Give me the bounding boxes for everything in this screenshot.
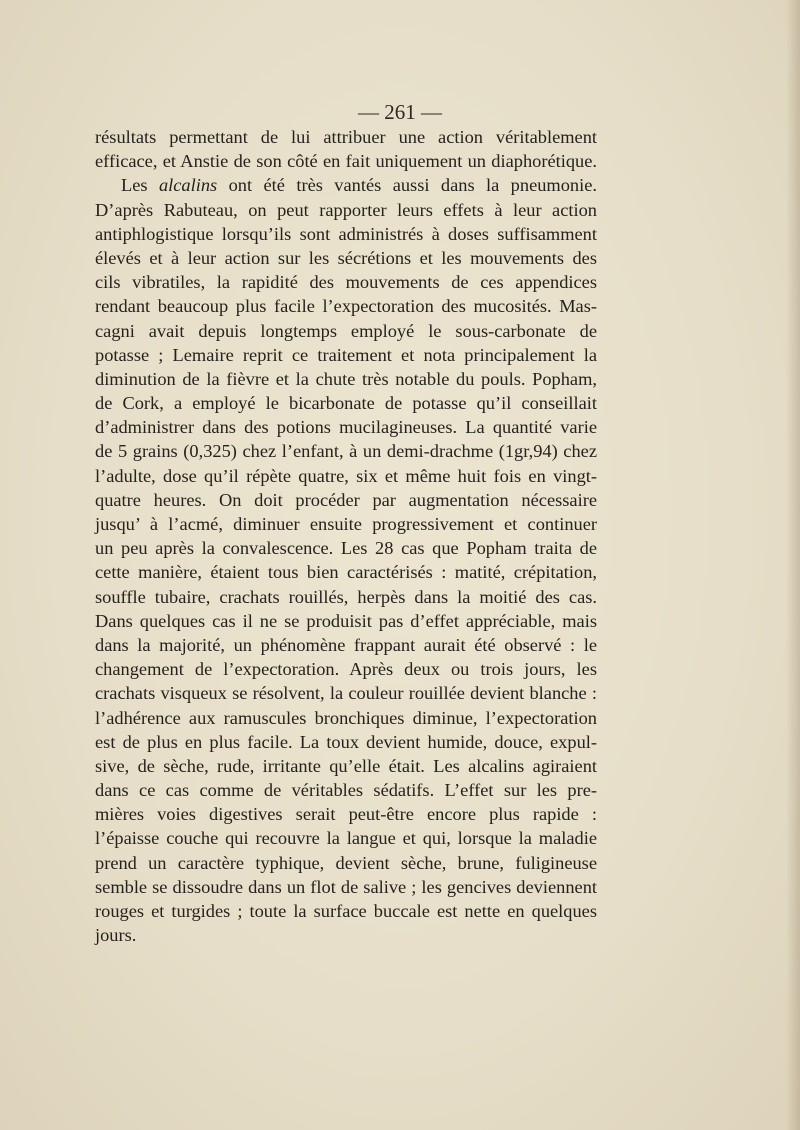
text-line: antiphlogistique lorsqu’ils sont administrés à doses suffisamment <box>95 223 597 244</box>
text-line: souffle tubaire, crachats rouillés, herpès dans la moitié des cas. <box>95 586 597 607</box>
italic-term: alcalins <box>158 175 218 196</box>
text-line: mières voies digestives serait peut-être encore plus rapide : <box>95 804 597 825</box>
text-line: D’après Rabuteau, on peut rapporter leurs effets à leur action <box>95 199 597 220</box>
text-line: élevés et à leur action sur les sécrétions et les mouvements des <box>95 247 597 268</box>
text-line: crachats visqueux se résolvent, la couleur rouillée devient blanche : <box>95 683 597 704</box>
text-line: cette manière, étaient tous bien caractérisés : matité, crépitation, <box>95 562 597 583</box>
text-line: de Cork, a employé le bicarbonate de potasse qu’il conseillait <box>95 393 597 414</box>
text-line <box>95 173 597 197</box>
text-line: résultats permettant de lui attribuer une action véritablement <box>95 127 597 147</box>
page-edge-shadow <box>786 0 800 1130</box>
text-line: de 5 grains (0,325) chez l’enfant, à un demi-drachme (1gr,94) chez <box>95 441 597 462</box>
text-line: d’administrer dans des potions mucilagineuses. La quantité varie <box>95 417 597 438</box>
text-line-rest: ont été très vantés aussi dans la pneumonie. <box>217 175 597 196</box>
text-line: diminution de la fièvre et la chute très notable du pouls. Popham, <box>95 368 597 389</box>
text-line: l’adulte, dose qu’il répète quatre, six et même huit fois en vingt- <box>95 465 597 486</box>
text-line-prefix: Les <box>121 175 159 196</box>
text-line: jusqu’ à l’acmé, diminuer ensuite progressivement et continuer <box>95 514 597 534</box>
text-line: l’adhérence aux ramuscules bronchiques diminue, l’expectoration <box>95 707 597 728</box>
text-line: potasse ; Lemaire reprit ce traitement et nota principalement la <box>95 344 597 365</box>
text-line: l’épaisse couche qui recouvre la langue et qui, lorsque la maladie <box>95 828 597 849</box>
text-line: rendant beaucoup plus facile l’expectoration des mucosités. Mas- <box>95 296 597 317</box>
text-line: quatre heures. On doit procéder par augmentation nécessaire <box>95 489 597 510</box>
text-line: un peu après la convalescence. Les 28 cas que Popham traita de <box>95 538 597 559</box>
text-line: cagni avait depuis longtemps employé le sous-carbonate de <box>95 320 597 341</box>
text-line: cils vibratiles, la rapidité des mouvements de ces appendices <box>95 272 597 293</box>
text-line: prend un caractère typhique, devient sèche, brune, fuligineuse <box>95 852 597 873</box>
text-line: Dans quelques cas il ne se produisit pas d’effet appréciable, mais <box>95 610 597 631</box>
page-number: — 261 — <box>358 100 442 124</box>
text-line: changement de l’expectoration. Après deux ou trois jours, les <box>95 659 597 680</box>
text-line: dans ce cas comme de véritables sédatifs. L’effet sur les pre- <box>95 780 597 801</box>
text-line: sive, de sèche, rude, irritante qu’elle était. Les alcalins agiraient <box>95 755 597 776</box>
text-line: semble se dissoudre dans un flot de salive ; les gencives deviennent <box>95 876 597 897</box>
body-text <box>95 125 597 947</box>
text-line: rouges et turgides ; toute la surface buccale est nette en quelques <box>95 901 597 921</box>
text-line: jours. <box>95 925 137 946</box>
text-line: efficace, et Anstie de son côté en fait uniquement un diaphorétique. <box>95 151 597 172</box>
text-line: est de plus en plus facile. La toux devient humide, douce, expul- <box>95 731 597 752</box>
text-line: dans la majorité, un phénomène frappant aurait été observé : le <box>95 634 597 655</box>
